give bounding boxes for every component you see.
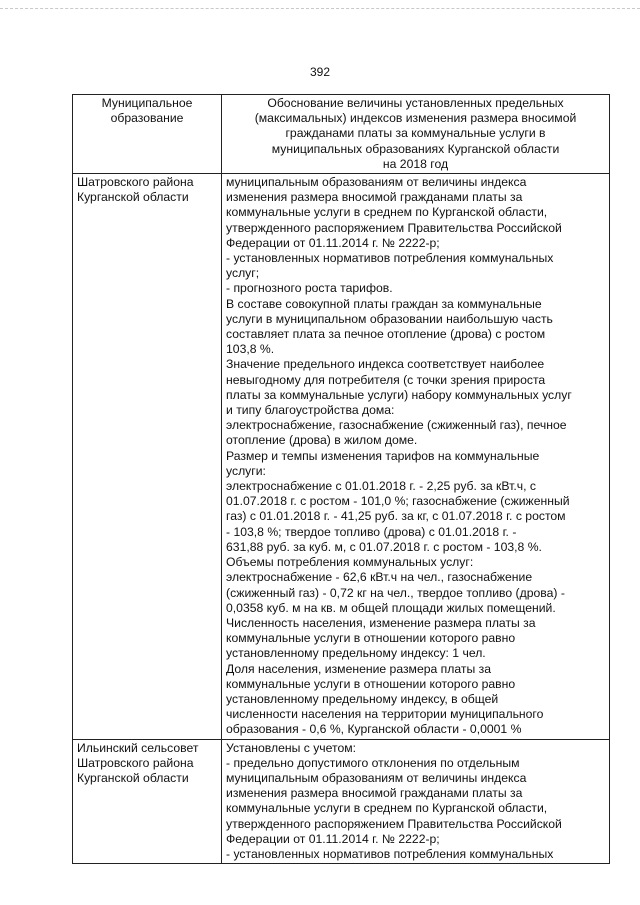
header-col1-line: образование xyxy=(110,111,184,126)
justification-line: невыгодному для потребителя (с точки зрения прироста xyxy=(226,372,546,387)
justification-line: - 103,8 %; твердое топливо (дрова) с 01.01.2018 г. - xyxy=(226,524,517,539)
justification-line: численности населения на территории муниципального xyxy=(226,707,544,722)
justification-line: Федерации от 01.11.2014 г. № 2222-р; xyxy=(226,235,440,250)
justification-line: Установлены с учетом: xyxy=(226,740,357,755)
justification-cell xyxy=(222,739,610,864)
header-col2-line: на 2018 год xyxy=(382,156,449,171)
justification-line: Значение предельного индекса соответствует наиболее xyxy=(226,357,545,372)
justification-line: Численность населения, изменение размера платы за xyxy=(226,615,536,630)
justification-line: услуг; xyxy=(226,266,260,281)
justification-line: утвержденного распоряжением Правительства Российской xyxy=(226,816,562,831)
justification-line: и типу благоустройства дома: xyxy=(226,403,395,418)
justification-line: изменения размера вносимой гражданами платы за xyxy=(226,190,523,205)
justification-cell xyxy=(222,174,610,740)
justification-line: Объемы потребления коммунальных услуг: xyxy=(226,555,474,570)
table-header-row xyxy=(73,95,610,174)
justification-line: - установленных нормативов потребления коммунальных xyxy=(226,251,554,266)
justification-line: - установленных нормативов потребления коммунальных xyxy=(226,846,554,861)
justification-line: - предельно допустимого отклонения по отдельным xyxy=(226,755,520,770)
justification-line: изменения размера вносимой гражданами платы за xyxy=(226,786,523,801)
justification-line: установленному предельному индексу, в общей xyxy=(226,691,499,706)
justification-line: 631,88 руб. за куб. м, с 01.07.2018 г. с ростом - 103,8 %. xyxy=(226,539,542,554)
justification-line: коммунальные услуги в отношении которого равно xyxy=(226,631,516,646)
justification-line: муниципальным образованиям от величины индекса xyxy=(226,175,527,190)
justification-line: Федерации от 01.11.2014 г. № 2222-р; xyxy=(226,831,440,846)
justification-line: составляет плата за печное отопление (дрова) с ростом xyxy=(226,327,546,342)
header-col2-line: муниципальных образованиях Курганской области xyxy=(271,141,560,156)
municipality-line: Курганской области xyxy=(77,190,189,205)
justification-line: образования - 0,6 %, Курганской области - 0,0001 % xyxy=(226,722,522,737)
justification-line: - прогнозного роста тарифов. xyxy=(226,281,393,296)
table-row xyxy=(73,174,610,740)
header-municipality xyxy=(73,95,222,174)
page-number: 392 xyxy=(309,65,331,79)
municipality-line: Курганской области xyxy=(77,770,189,785)
justification-line: Размер и темпы изменения тарифов на коммунальные xyxy=(226,448,540,463)
justification-line: электроснабжение с 01.01.2018 г. - 2,25 руб. за кВт.ч, с xyxy=(226,479,536,494)
header-col2-line: Обоснование величины установленных предельных xyxy=(267,96,564,110)
municipality-line: Шатровского района xyxy=(77,755,194,770)
justification-line: отопление (дрова) в жилом доме. xyxy=(226,433,418,448)
justification-line: муниципальным образованиям от величины индекса xyxy=(226,770,527,785)
justification-line: электроснабжение - 62,6 кВт.ч на чел., газоснабжение xyxy=(226,570,533,585)
justification-line: газ) с 01.01.2018 г. - 41,25 руб. за кг, с 01.07.2018 г. с ростом xyxy=(226,509,566,524)
justification-line: 103,8 %. xyxy=(226,342,275,357)
header-col2-line: гражданами платы за коммунальные услуги в xyxy=(285,126,546,141)
justification-line: коммунальные услуги в среднем по Курганской области, xyxy=(226,205,548,220)
justification-line: коммунальные услуги в отношении которого равно xyxy=(226,676,516,691)
justification-table xyxy=(72,94,610,864)
justification-line: услуги в муниципальном образовании наибольшую часть xyxy=(226,311,553,326)
justification-line: 01.07.2018 г. с ростом - 101,0 %; газоснабжение (сжиженный xyxy=(226,494,570,509)
header-col1-line: Муниципальное xyxy=(101,96,193,110)
justification-line: установленному предельному индексу: 1 чел. xyxy=(226,646,486,661)
justification-line: утвержденного распоряжением Правительства Российской xyxy=(226,220,562,235)
table-row xyxy=(73,739,610,864)
justification-line: электроснабжение, газоснабжение (сжиженный газ), печное xyxy=(226,418,567,433)
justification-line: Доля населения, изменение размера платы за xyxy=(226,661,491,676)
justification-line: услуги: xyxy=(226,463,266,478)
justification-line: В составе совокупной платы граждан за коммунальные xyxy=(226,296,542,311)
scan-top-edge xyxy=(0,8,640,9)
justification-line: платы за коммунальные услуги) набору коммунальных услуг xyxy=(226,387,572,402)
justification-line: (сжиженный газ) - 0,72 кг на чел., твердое топливо (дрова) - xyxy=(226,585,565,600)
municipality-line: Ильинский сельсовет xyxy=(77,740,199,755)
header-col2-line: (максимальных) индексов изменения размера вносимой xyxy=(254,111,577,126)
justification-line: 0,0358 куб. м на кв. м общей площади жилых помещений. xyxy=(226,600,556,615)
header-justification xyxy=(222,95,610,174)
municipality-cell xyxy=(73,174,222,740)
municipality-cell xyxy=(73,739,222,864)
municipality-line: Шатровского района xyxy=(77,175,194,190)
justification-line: коммунальные услуги в среднем по Курганской области, xyxy=(226,801,548,816)
